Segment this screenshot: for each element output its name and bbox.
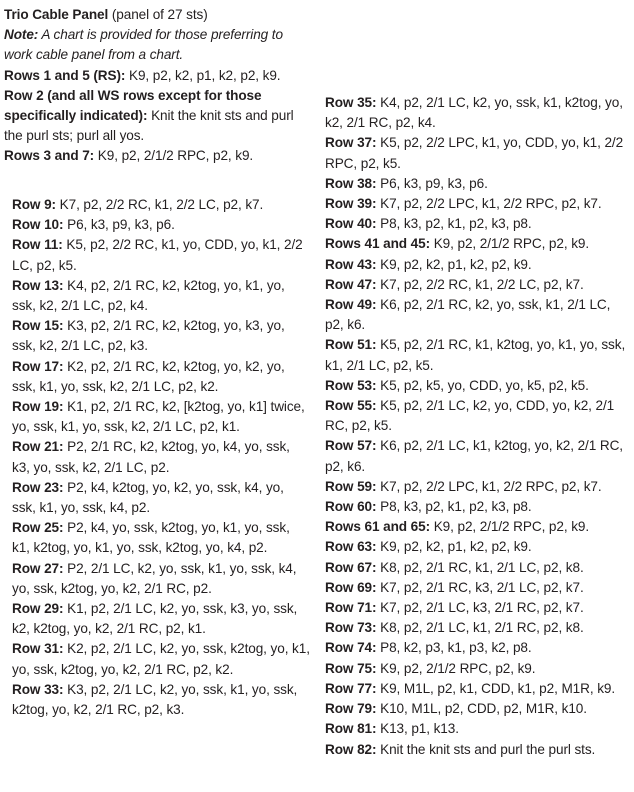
- row-label: Row 9:: [12, 197, 56, 212]
- note-label: Note:: [4, 27, 39, 43]
- row-label: Row 43:: [325, 256, 377, 272]
- row-instruction: [325, 539, 532, 554]
- row-label: Row 71:: [325, 600, 377, 616]
- row-text: K1, p2, 2/1 LC, k2, yo, ssk, k3, yo, ssk, k2, k2tog, yo, k2, 2/1 RC, p2, k1.: [12, 601, 298, 637]
- row-text: K9, p2, 2/1/2 RPC, p2, k9.: [94, 148, 254, 164]
- row-text: K7, p2, 2/2 RC, k1, 2/2 LC, p2, k7.: [376, 276, 584, 292]
- row-instruction: [12, 278, 285, 313]
- row-instruction: [12, 318, 285, 353]
- row-label: Rows 3 and 7:: [4, 148, 95, 164]
- row-label: Row 69:: [325, 579, 377, 595]
- row-text: P2, k4, yo, ssk, k2tog, yo, k1, yo, ssk, k1, k2tog, yo, k1, yo, ssk, k2tog, yo, k4, p2.: [12, 520, 290, 556]
- row-instruction: [4, 68, 280, 83]
- row-text: P8, k3, p2, k1, p2, k3, p8.: [376, 216, 532, 232]
- row-label: Rows 61 and 65:: [325, 519, 431, 535]
- row-label: Row 55:: [325, 398, 377, 414]
- row-text: K7, p2, 2/2 RC, k1, 2/2 LC, p2, k7.: [55, 197, 264, 212]
- row-instruction: [325, 560, 584, 575]
- row-label: Row 74:: [325, 640, 377, 656]
- row-instruction: [325, 742, 595, 757]
- row-text: K8, p2, 2/1 RC, k1, 2/1 LC, p2, k8.: [376, 559, 584, 575]
- row-label: Row 10:: [12, 217, 64, 233]
- row-label: Row 38:: [325, 175, 377, 191]
- row-label: Row 13:: [12, 277, 64, 293]
- row-text: K3, p2, 2/1 LC, k2, yo, ssk, k1, yo, ssk, k2tog, yo, k2, 2/1 RC, p2, k3.: [12, 681, 298, 718]
- row-instruction: [325, 519, 589, 534]
- row-label: Row 39:: [325, 196, 377, 212]
- row-instruction: [12, 237, 303, 272]
- row-instruction: [325, 600, 584, 615]
- row-instruction: [325, 216, 532, 231]
- row-instruction: [325, 479, 602, 494]
- row-label: Row 73:: [325, 620, 377, 636]
- row-text: P8, k3, p2, k1, p2, k3, p8.: [376, 499, 532, 515]
- row-instruction: [12, 480, 284, 515]
- pattern-title-note: (panel of 27 sts): [108, 7, 208, 22]
- row-text: K5, p2, k5, yo, CDD, yo, k5, p2, k5.: [376, 377, 589, 393]
- row-label: Row 35:: [325, 95, 377, 110]
- row-label: Row 31:: [12, 641, 64, 657]
- row-text: K9, p2, k2, p1, k2, p2, k9.: [125, 67, 281, 83]
- row-text: K9, p2, 2/1/2 RPC, p2, k9.: [376, 660, 536, 676]
- row-text: K8, p2, 2/1 LC, k1, 2/1 RC, p2, k8.: [376, 620, 584, 636]
- row-text: K4, p2, 2/1 LC, k2, yo, ssk, k1, k2tog, yo, k2, 2/1 RC, p2, k4.: [325, 95, 623, 131]
- page-bottom-edge: [320, 774, 634, 792]
- row-label: Row 63:: [325, 539, 377, 555]
- row-label: Row 81:: [325, 721, 377, 737]
- row-text: K7, p2, 2/1 LC, k3, 2/1 RC, p2, k7.: [376, 600, 584, 616]
- row-label: Rows 1 and 5 (RS):: [4, 67, 126, 83]
- row-instruction: [12, 520, 290, 555]
- row-instruction: [325, 620, 584, 635]
- pattern-title: Trio Cable Panel: [4, 7, 109, 22]
- row-instruction: [325, 398, 614, 433]
- row-instruction: [12, 359, 285, 394]
- row-label: Row 47:: [325, 276, 377, 292]
- row-text: Knit the knit sts and purl the purl sts.: [376, 741, 596, 757]
- row-instruction: [12, 439, 290, 474]
- row-instruction: [325, 135, 623, 170]
- row-label: Row 53:: [325, 377, 377, 393]
- row-label: Row 17:: [12, 358, 64, 374]
- row-text: K2, p2, 2/1 LC, k2, yo, ssk, k2tog, yo, k1, yo, ssk, k2tog, yo, k2, 2/1 RC, p2, k2.: [12, 641, 310, 677]
- row-text: Knit the knit sts and purl the purl sts; purl all yos.: [4, 108, 294, 144]
- row-instruction: [325, 277, 584, 292]
- row-instruction: [325, 438, 623, 473]
- row-instruction: [325, 236, 589, 251]
- row-instruction: [325, 297, 610, 332]
- row-label: Row 57:: [325, 438, 377, 454]
- row-text: K9, p2, k2, p1, k2, p2, k9.: [376, 539, 532, 555]
- row-label: Rows 41 and 45:: [325, 236, 431, 252]
- row-instruction: [12, 197, 263, 212]
- row-text: K5, p2, 2/1 LC, k2, yo, CDD, yo, k2, 2/1 RC, p2, k5.: [325, 398, 615, 434]
- note-block: [4, 27, 283, 62]
- row-text: P2, 2/1 RC, k2, k2tog, yo, k4, yo, ssk, k3, yo, ssk, k2, 2/1 LC, p2.: [12, 439, 290, 475]
- row-label: Row 27:: [12, 560, 64, 576]
- row-instruction: [325, 580, 584, 595]
- row-text: K2, p2, 2/1 RC, k2, k2tog, yo, k2, yo, ssk, k1, yo, ssk, k2, 2/1 LC, p2, k2.: [12, 358, 285, 394]
- row-label: Row 77:: [325, 680, 377, 696]
- row-instruction: [325, 640, 532, 655]
- row-text: K9, p2, 2/1/2 RPC, p2, k9.: [430, 519, 590, 535]
- row-label: Row 49:: [325, 297, 377, 313]
- row-label: Row 11:: [12, 237, 63, 253]
- row-text: P6, k3, p9, k3, p6.: [376, 175, 488, 191]
- row-label: Row 25:: [12, 520, 64, 536]
- row-label: Row 40:: [325, 216, 377, 232]
- note-text: A chart is provided for those preferring to work cable panel from a chart.: [4, 27, 283, 63]
- row-instruction: [325, 681, 615, 696]
- row-text: K9, p2, 2/1/2 RPC, p2, k9.: [430, 236, 590, 252]
- row-label: Row 21:: [12, 439, 64, 455]
- row-instruction: [4, 88, 294, 143]
- row-text: K5, p2, 2/2 RC, k1, yo, CDD, yo, k1, 2/2 LC, p2, k5.: [12, 237, 303, 273]
- row-instruction: [12, 682, 297, 717]
- row-instruction: [325, 721, 459, 736]
- row-label: Row 75:: [325, 660, 377, 676]
- row-instruction: [325, 196, 602, 211]
- row-text: K7, p2, 2/2 LPC, k1, 2/2 RPC, p2, k7.: [376, 478, 602, 494]
- row-text: K13, p1, k13.: [376, 721, 459, 737]
- row-text: K9, p2, k2, p1, k2, p2, k9.: [376, 256, 532, 272]
- row-text: P2, 2/1 LC, k2, yo, ssk, k1, yo, ssk, k4, yo, ssk, k2tog, yo, k2, 2/1 RC, p2.: [12, 560, 297, 596]
- row-label: Row 23:: [12, 479, 64, 495]
- row-text: K7, p2, 2/2 LPC, k1, 2/2 RPC, p2, k7.: [376, 196, 602, 212]
- row-label: Row 60:: [325, 499, 377, 515]
- row-instruction: [325, 661, 535, 676]
- row-text: K6, p2, 2/1 LC, k1, k2tog, yo, k2, 2/1 RC, p2, k6.: [325, 438, 623, 474]
- left-column: [12, 195, 310, 720]
- row-label: Row 37:: [325, 135, 377, 151]
- row-instruction: [325, 337, 625, 372]
- row-text: K10, M1L, p2, CDD, p2, M1R, k10.: [376, 701, 587, 717]
- row-instruction: [325, 701, 587, 716]
- row-label: Row 19:: [12, 399, 64, 415]
- row-text: K3, p2, 2/1 RC, k2, k2tog, yo, k3, yo, ssk, k2, 2/1 LC, p2, k3.: [12, 318, 285, 354]
- row-label: Row 59:: [325, 478, 377, 494]
- row-instruction: [325, 499, 532, 514]
- row-label: Row 82:: [325, 741, 377, 757]
- row-instruction: [325, 257, 532, 272]
- intro-rows: [4, 68, 294, 164]
- row-instruction: [12, 561, 296, 596]
- row-label: Row 79:: [325, 701, 377, 717]
- row-text: K4, p2, 2/1 RC, k2, k2tog, yo, k1, yo, ssk, k2, 2/1 LC, p2, k4.: [12, 277, 285, 314]
- row-text: P6, k3, p9, k3, p6.: [63, 217, 175, 233]
- row-instruction: [325, 378, 589, 393]
- row-text: P2, k4, k2tog, yo, k2, yo, ssk, k4, yo, ssk, k1, yo, ssk, k4, p2.: [12, 479, 284, 516]
- row-instruction: [12, 641, 310, 676]
- row-text: P8, k2, p3, k1, p3, k2, p8.: [376, 640, 532, 656]
- row-instruction: [12, 601, 297, 636]
- right-column: [325, 93, 627, 760]
- row-label: Row 29:: [12, 601, 64, 617]
- row-instruction: [325, 95, 623, 130]
- row-instruction: [12, 217, 175, 232]
- row-text: K1, p2, 2/1 RC, k2, [k2tog, yo, k1] twice, yo, ssk, k1, yo, ssk, k2, 2/1 LC, p2, k1.: [12, 399, 305, 435]
- row-text: K6, p2, 2/1 RC, k2, yo, ssk, k1, 2/1 LC, p2, k6.: [325, 297, 611, 333]
- row-text: K9, M1L, p2, k1, CDD, k1, p2, M1R, k9.: [376, 680, 616, 696]
- row-instruction: [12, 399, 305, 434]
- row-label: Row 33:: [12, 681, 64, 697]
- row-text: K5, p2, 2/2 LPC, k1, yo, CDD, yo, k1, 2/2 RPC, p2, k5.: [325, 135, 624, 171]
- row-label: Row 51:: [325, 337, 377, 353]
- intro-block: [4, 5, 302, 167]
- row-label: Row 67:: [325, 559, 377, 575]
- row-label: Row 15:: [12, 318, 64, 334]
- row-label: Row 2 (and all WS rows except for those specifically indicated):: [4, 87, 262, 124]
- row-instruction: [325, 176, 488, 191]
- row-instruction: [4, 148, 253, 163]
- row-text: K7, p2, 2/1 RC, k3, 2/1 LC, p2, k7.: [376, 579, 584, 595]
- row-text: K5, p2, 2/1 RC, k1, k2tog, yo, k1, yo, ssk, k1, 2/1 LC, p2, k5.: [325, 337, 626, 373]
